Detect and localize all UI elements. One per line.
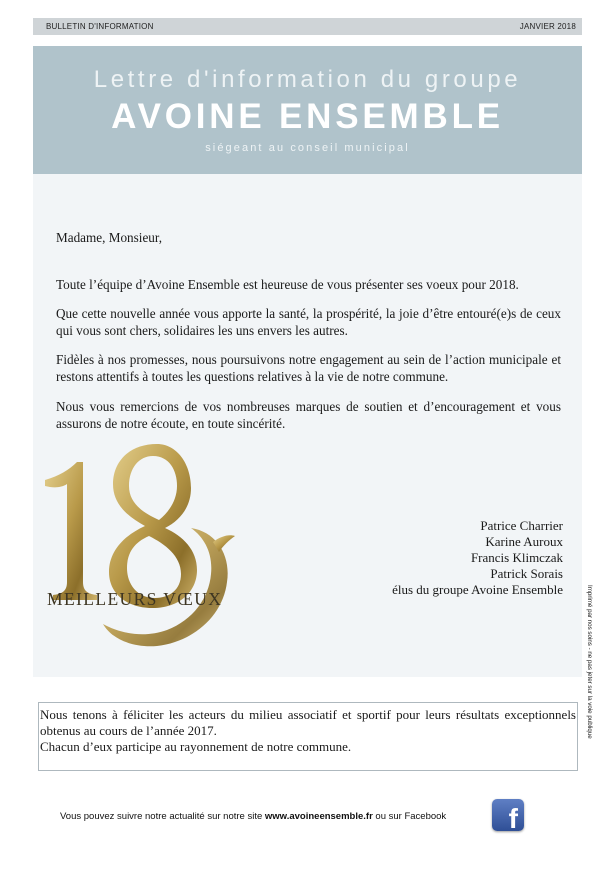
issue-date: JANVIER 2018 <box>519 22 576 31</box>
signer-name: Francis Klimczak <box>470 550 563 565</box>
banner-subtitle: siégeant au conseil municipal <box>205 142 410 154</box>
website-link[interactable]: www.avoineensemble.fr <box>264 811 373 822</box>
footer-text <box>60 811 446 822</box>
bulletin-label: BULLETIN D'INFORMATION <box>46 22 154 31</box>
signer-name: Karine Auroux <box>485 534 563 549</box>
greeting-18-art <box>41 432 256 652</box>
banner-kicker: Lettre d'information du groupe <box>93 66 522 93</box>
footer-lead: Vous pouvez suivre notre actualité sur notre site <box>60 811 265 822</box>
facebook-icon[interactable] <box>492 799 524 831</box>
signers-group: élus du groupe Avoine Ensemble <box>392 582 563 597</box>
meilleurs-voeux-caption: MEILLEURS VŒUX <box>47 589 223 609</box>
letter-paragraph: Que cette nouvelle année vous apporte la santé, la prospérité, la joie d’être entouré(e)s de ceux qui vous sont chers, solidaires les uns envers les autres. <box>56 306 561 338</box>
print-notice-text: Imprimé par nos soins - ne pas jeter sur la voie publique <box>586 585 593 739</box>
title-banner <box>33 46 582 174</box>
print-notice <box>586 585 603 739</box>
notice-box <box>38 702 578 771</box>
letter-panel <box>33 174 582 677</box>
signer-name: Patrice Charrier <box>480 518 563 533</box>
letter-greeting: Madame, Monsieur, <box>56 230 163 245</box>
letter-paragraph: Fidèles à nos promesses, nous poursuivons notre engagement au sein de l’action municipale et restons attentifs à toutes les questions relatives à la vie de notre commune. <box>56 352 561 384</box>
signers-list <box>392 518 563 598</box>
digit-eight-icon <box>109 444 197 608</box>
notice-line: Nous tenons à féliciter les acteurs du milieu associatif et sportif pour leurs résultats exceptionnels obtenus au cours de l’année 2017. <box>40 707 576 738</box>
letter-paragraph: Nous vous remercions de vos nombreuses marques de soutien et d’encouragement et vous assurons de notre écoute, en toute sincérité. <box>56 399 561 431</box>
header-bar <box>33 18 582 35</box>
digit-one-icon <box>45 462 97 600</box>
facebook-letter: f <box>508 803 518 831</box>
signer-name: Patrick Sorais <box>490 566 563 581</box>
notice-line: Chacun d’eux participe au rayonnement de notre commune. <box>40 739 352 754</box>
banner-title: AVOINE ENSEMBLE <box>111 97 504 136</box>
letter-paragraph: Toute l’équipe d’Avoine Ensemble est heureuse de vous présenter ses voeux pour 2018. <box>56 277 519 292</box>
footer-tail: ou sur Facebook <box>372 811 447 822</box>
